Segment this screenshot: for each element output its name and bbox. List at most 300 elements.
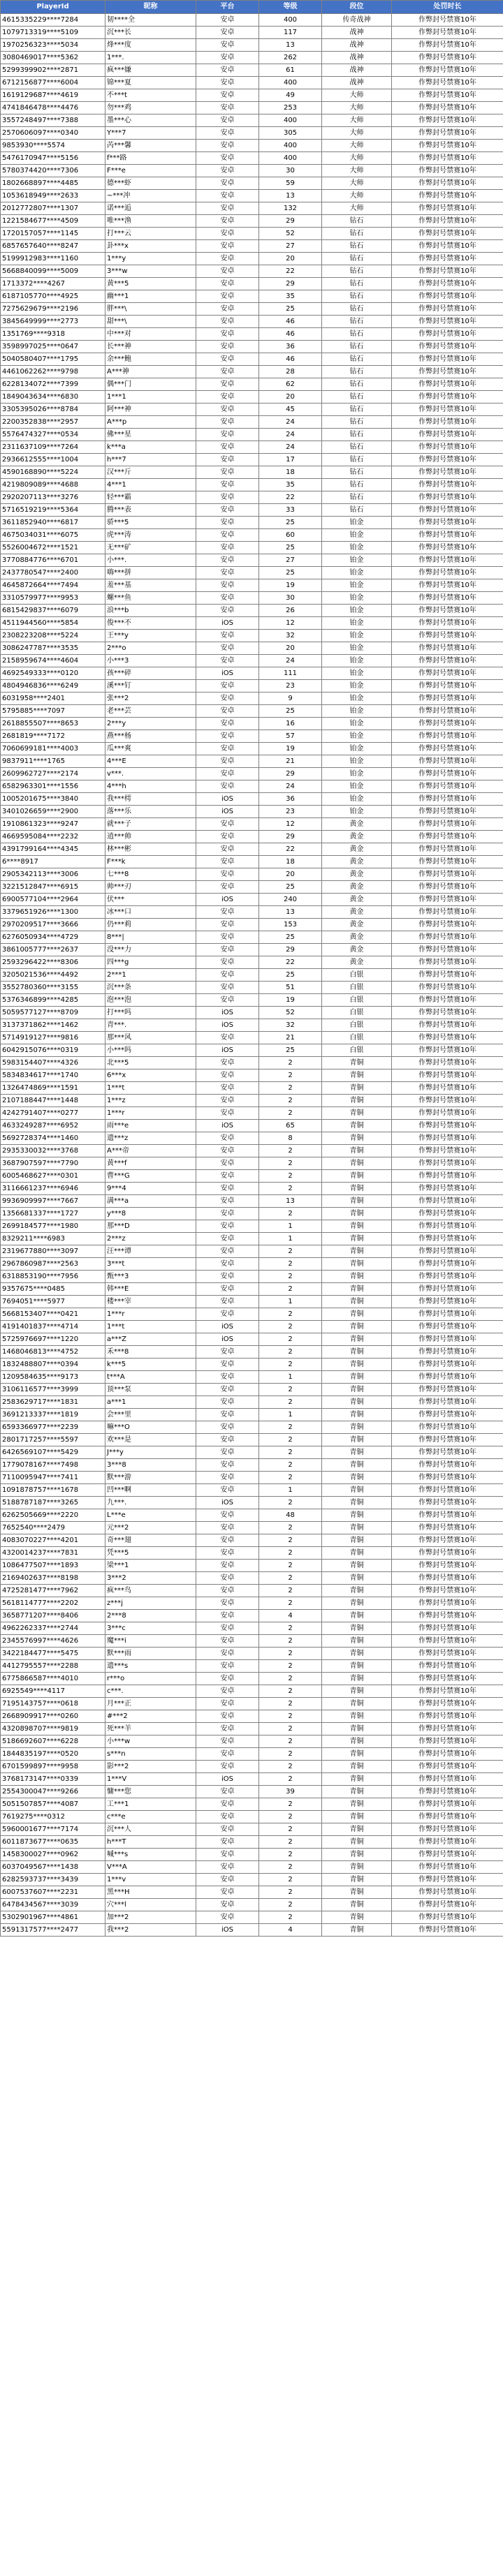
platform-cell: 安卓 [196,165,259,177]
table-row [1,868,503,881]
table-row [1,353,503,366]
player-id-cell: 3598997025****0647 [1,341,105,353]
nickname-cell: 汉***斤 [105,466,196,479]
level-cell: 16 [259,718,322,730]
penalty-cell: 作弊封号禁赛10年 [392,1735,503,1748]
player-id-cell: 1356681337****1727 [1,1208,105,1220]
player-id-cell: 5716519219****5364 [1,504,105,517]
nickname-cell: 顶***泵 [105,1384,196,1396]
table-row [1,429,503,441]
table-row [1,466,503,479]
table-row [1,77,503,89]
nickname-cell: 甜***\ [105,316,196,328]
penalty-cell: 作弊封号禁赛10年 [392,429,503,441]
table-row [1,592,503,605]
player-id-cell: 5576474327****0534 [1,429,105,441]
player-id-cell: 2681819****7172 [1,730,105,743]
penalty-cell: 作弊封号禁赛10年 [392,705,503,718]
penalty-cell: 作弊封号禁赛10年 [392,630,503,642]
penalty-cell: 作弊封号禁赛10年 [392,1170,503,1183]
rank-cell: 青铜 [322,1786,392,1798]
level-cell: 18 [259,856,322,868]
nickname-cell: c***e [105,1811,196,1823]
nickname-cell: 韩***E [105,1283,196,1296]
nickname-cell: 中***对 [105,328,196,341]
player-id-cell: 3080469017****5362 [1,52,105,64]
player-id-cell: 3305395026****8784 [1,404,105,416]
nickname-cell: h***7 [105,454,196,466]
penalty-cell: 作弊封号禁赛10年 [392,165,503,177]
platform-cell: iOS [196,894,259,906]
player-id-cell: 5186692607****6228 [1,1735,105,1748]
penalty-cell: 作弊封号禁赛10年 [392,1384,503,1396]
level-cell: 2 [259,1547,322,1560]
level-cell: 2 [259,1446,322,1459]
rank-cell: 钻石 [322,316,392,328]
nickname-cell: 伏*** [105,894,196,906]
level-cell: 2 [259,1798,322,1811]
nickname-cell: 虎***涛 [105,529,196,542]
penalty-cell: 作弊封号禁赛10年 [392,1220,503,1233]
level-cell: 4 [259,1924,322,1937]
table-row [1,1509,503,1522]
rank-cell: 铂金 [322,592,392,605]
penalty-cell: 作弊封号禁赛10年 [392,730,503,743]
level-cell: 2 [259,1145,322,1157]
table-row [1,1522,503,1534]
platform-cell: 安卓 [196,579,259,592]
header-player-id: PlayerId [1,1,105,14]
platform-cell: iOS [196,806,259,818]
player-id-cell: 1713372****4267 [1,278,105,290]
table-row [1,1233,503,1245]
nickname-cell: 3***2 [105,1572,196,1585]
platform-cell: iOS [196,1321,259,1333]
nickname-cell: 我***樗 [105,793,196,806]
level-cell: 62 [259,378,322,391]
level-cell: 2 [259,1849,322,1861]
nickname-cell: 楼***宰 [105,1296,196,1308]
player-id-cell: 3845649999****2773 [1,316,105,328]
level-cell: 2 [259,1208,322,1220]
rank-cell: 钻石 [322,328,392,341]
rank-cell: 钻石 [322,341,392,353]
level-cell: 49 [259,89,322,102]
table-row [1,202,503,215]
nickname-cell: 凹***啊 [105,1484,196,1497]
level-cell: 400 [259,140,322,152]
penalty-cell: 作弊封号禁赛10年 [392,956,503,969]
table-row [1,856,503,868]
level-cell: 25 [259,1044,322,1057]
level-cell: 29 [259,944,322,956]
level-cell: 24 [259,416,322,429]
rank-cell: 青铜 [322,1271,392,1283]
player-id-cell: 9837911****1765 [1,755,105,768]
nickname-cell: 长***神 [105,341,196,353]
penalty-cell: 作弊封号禁赛10年 [392,504,503,517]
level-cell: 28 [259,366,322,378]
platform-cell: 安卓 [196,1057,259,1069]
nickname-cell: 月***正 [105,1698,196,1710]
table-row [1,1258,503,1271]
penalty-cell: 作弊封号禁赛10年 [392,1798,503,1811]
rank-cell: 黄金 [322,818,392,831]
rank-cell: 青铜 [322,1233,392,1245]
player-id-cell: 4219809089****4688 [1,479,105,491]
rank-cell: 钻石 [322,479,392,491]
player-id-cell: 5692728374****1460 [1,1132,105,1145]
player-id-cell: 3422184477****5475 [1,1648,105,1660]
player-id-cell: 5983154407****4326 [1,1057,105,1069]
platform-cell: 安卓 [196,755,259,768]
level-cell: 29 [259,278,322,290]
player-id-cell: 2905342113****3006 [1,868,105,881]
platform-cell: 安卓 [196,956,259,969]
level-cell: 24 [259,441,322,454]
table-row [1,1346,503,1359]
player-id-cell: 2169402637****8198 [1,1572,105,1585]
platform-cell: 安卓 [196,1823,259,1836]
penalty-cell: 作弊封号禁赛10年 [392,290,503,303]
platform-cell: 安卓 [196,341,259,353]
rank-cell: 青铜 [322,1371,392,1384]
table-row [1,1459,503,1472]
nickname-cell: 遗***z [105,1132,196,1145]
platform-cell: 安卓 [196,554,259,567]
nickname-cell: a***1 [105,1396,196,1409]
table-row [1,1673,503,1685]
rank-cell: 钻石 [322,391,392,404]
level-cell: 400 [259,14,322,27]
rank-cell: 青铜 [322,1585,392,1597]
nickname-cell: 林***彬 [105,843,196,856]
rank-cell: 青铜 [322,1220,392,1233]
platform-cell: 安卓 [196,1384,259,1396]
table-row [1,1597,503,1610]
penalty-cell: 作弊封号禁赛10年 [392,1346,503,1359]
table-row [1,1572,503,1585]
level-cell: 26 [259,605,322,617]
level-cell: 30 [259,165,322,177]
table-row [1,1786,503,1798]
platform-cell: 安卓 [196,780,259,793]
rank-cell: 钻石 [322,429,392,441]
nickname-cell: 孩***碎 [105,667,196,680]
nickname-cell: 加***2 [105,1911,196,1924]
rank-cell: 青铜 [322,1660,392,1673]
penalty-cell: 作弊封号禁赛10年 [392,919,503,931]
level-cell: 13 [259,39,322,52]
player-id-cell: 6031958****2401 [1,693,105,705]
player-id-cell: 1720157057****1145 [1,228,105,240]
platform-cell: 安卓 [196,1107,259,1120]
table-row [1,1434,503,1446]
penalty-cell: 作弊封号禁赛10年 [392,755,503,768]
platform-cell: 安卓 [196,1157,259,1170]
nickname-cell: k***a [105,441,196,454]
player-id-cell: 3106116577****3999 [1,1384,105,1396]
nickname-cell: 余***鲍 [105,353,196,366]
level-cell: 111 [259,667,322,680]
player-id-cell: 2308223208****5224 [1,630,105,642]
level-cell: 23 [259,806,322,818]
platform-cell: 安卓 [196,680,259,693]
table-row [1,680,503,693]
penalty-cell: 作弊封号禁赛10年 [392,27,503,39]
player-id-cell: 4461062262****9798 [1,366,105,378]
player-id-cell: 3691213337****1819 [1,1409,105,1421]
rank-cell: 铂金 [322,793,392,806]
penalty-cell: 作弊封号禁赛10年 [392,416,503,429]
platform-cell: 安卓 [196,1421,259,1434]
platform-cell: 安卓 [196,1195,259,1208]
level-cell: 18 [259,466,322,479]
platform-cell: 安卓 [196,1208,259,1220]
rank-cell: 青铜 [322,1346,392,1359]
table-row [1,1861,503,1874]
nickname-cell: 泡***泡 [105,994,196,1007]
level-cell: 2 [259,1899,322,1911]
player-id-cell: 6228134072****7399 [1,378,105,391]
platform-cell: 安卓 [196,944,259,956]
level-cell: 2 [259,1333,322,1346]
rank-cell: 青铜 [322,1635,392,1648]
player-id-cell: 1779078167****7498 [1,1459,105,1472]
rank-cell: 大师 [322,152,392,165]
nickname-cell: 汪***谭 [105,1245,196,1258]
table-row [1,743,503,755]
platform-cell: 安卓 [196,1271,259,1283]
player-id-cell: 4191401837****4714 [1,1321,105,1333]
nickname-cell: 疯***鸟 [105,1585,196,1597]
rank-cell: 青铜 [322,1547,392,1560]
player-id-cell: 4412795557****2288 [1,1660,105,1673]
level-cell: 2 [259,1271,322,1283]
nickname-cell: 凭***5 [105,1547,196,1560]
table-row [1,818,503,831]
table-row [1,793,503,806]
nickname-cell: 浪***b [105,605,196,617]
penalty-cell: 作弊封号禁赛10年 [392,1421,503,1434]
rank-cell: 大师 [322,190,392,202]
rank-cell: 青铜 [322,1459,392,1472]
player-id-cell: 2319677880****3097 [1,1245,105,1258]
nickname-cell: V***A [105,1861,196,1874]
table-row [1,378,503,391]
level-cell: 2 [259,1886,322,1899]
nickname-cell: 王***y [105,630,196,642]
player-id-cell: 3310579977****9953 [1,592,105,605]
penalty-cell: 作弊封号禁赛10年 [392,77,503,89]
platform-cell: 安卓 [196,906,259,919]
penalty-cell: 作弊封号禁赛10年 [392,529,503,542]
level-cell: 20 [259,868,322,881]
rank-cell: 青铜 [322,1886,392,1899]
player-id-cell: 4741846478****4476 [1,102,105,114]
platform-cell: 安卓 [196,818,259,831]
table-row [1,1107,503,1120]
platform-cell: 安卓 [196,177,259,190]
table-row [1,1710,503,1723]
penalty-cell: 作弊封号禁赛10年 [392,868,503,881]
player-id-cell: 4804946836****6249 [1,680,105,693]
nickname-cell: 4***1 [105,479,196,491]
player-id-cell: 6011873677****0635 [1,1836,105,1849]
table-row [1,1798,503,1811]
rank-cell: 铂金 [322,743,392,755]
table-row [1,404,503,416]
rank-cell: 钻石 [322,404,392,416]
platform-cell: 安卓 [196,768,259,780]
level-cell: 22 [259,491,322,504]
nickname-cell: 默***雨 [105,1648,196,1660]
table-row [1,806,503,818]
rank-cell: 黄金 [322,881,392,894]
rank-cell: 钻石 [322,466,392,479]
player-id-cell: 4645872664****7494 [1,579,105,592]
penalty-cell: 作弊封号禁赛10年 [392,1308,503,1321]
player-id-cell: 6582963301****1556 [1,780,105,793]
level-cell: 19 [259,743,322,755]
level-cell: 2 [259,1421,322,1434]
nickname-cell: r***o [105,1673,196,1685]
table-row [1,1421,503,1434]
rank-cell: 钻石 [322,441,392,454]
platform-cell: 安卓 [196,1648,259,1660]
penalty-cell: 作弊封号禁赛10年 [392,353,503,366]
rank-cell: 铂金 [322,630,392,642]
table-row [1,705,503,718]
nickname-cell: 黑***H [105,1886,196,1899]
player-id-cell: 2593296422****8306 [1,956,105,969]
platform-cell: iOS [196,1044,259,1057]
table-row [1,491,503,504]
player-id-cell: 2668909917****0260 [1,1710,105,1723]
rank-cell: 白银 [322,994,392,1007]
player-id-cell: 2158959674****4604 [1,655,105,667]
penalty-cell: 作弊封号禁赛10年 [392,1849,503,1861]
table-row [1,755,503,768]
nickname-cell: 锦***夏 [105,77,196,89]
player-id-cell: 1079713319****5109 [1,27,105,39]
level-cell: 21 [259,1032,322,1044]
table-row [1,1371,503,1384]
platform-cell: 安卓 [196,969,259,982]
penalty-cell: 作弊封号禁赛10年 [392,1597,503,1610]
table-row [1,693,503,705]
player-id-cell: 2311637109****7264 [1,441,105,454]
rank-cell: 黄金 [322,956,392,969]
rank-cell: 青铜 [322,1723,392,1735]
penalty-cell: 作弊封号禁赛10年 [392,52,503,64]
level-cell: 2 [259,1748,322,1761]
rank-cell: 青铜 [322,1170,392,1183]
rank-cell: 钻石 [322,378,392,391]
penalty-cell: 作弊封号禁赛10年 [392,89,503,102]
table-row [1,278,503,290]
penalty-cell: 作弊封号禁赛10年 [392,982,503,994]
player-id-cell: 5059577127****8709 [1,1007,105,1019]
platform-cell: 安卓 [196,378,259,391]
table-row [1,1698,503,1710]
platform-cell: 安卓 [196,1798,259,1811]
platform-cell: 安卓 [196,705,259,718]
nickname-cell: A***帝 [105,1145,196,1157]
level-cell: 35 [259,479,322,491]
table-row [1,931,503,944]
platform-cell: 安卓 [196,1434,259,1446]
nickname-cell: z***j [105,1597,196,1610]
table-row [1,1359,503,1371]
nickname-cell: 魔***i [105,1635,196,1648]
platform-cell: 安卓 [196,1698,259,1710]
nickname-cell: 穴***l [105,1899,196,1911]
platform-cell: 安卓 [196,253,259,265]
platform-cell: 安卓 [196,1472,259,1484]
level-cell: 32 [259,1019,322,1032]
platform-cell: 安卓 [196,1547,259,1560]
nickname-cell: 小***吗 [105,1044,196,1057]
table-row [1,554,503,567]
nickname-cell: 偶***门 [105,378,196,391]
table-row [1,1208,503,1220]
penalty-cell: 作弊封号禁赛10年 [392,1183,503,1195]
nickname-cell: 沉***长 [105,27,196,39]
platform-cell: 安卓 [196,1446,259,1459]
platform-cell: 安卓 [196,491,259,504]
platform-cell: 安卓 [196,240,259,253]
penalty-cell: 作弊封号禁赛10年 [392,114,503,127]
nickname-cell: 疯***嫌 [105,64,196,77]
penalty-cell: 作弊封号禁赛10年 [392,215,503,228]
level-cell: 2 [259,1622,322,1635]
penalty-cell: 作弊封号禁赛10年 [392,177,503,190]
player-id-cell: 3687907597****7790 [1,1157,105,1170]
table-row [1,579,503,592]
table-row [1,1183,503,1195]
level-cell: 400 [259,114,322,127]
rank-cell: 青铜 [322,1107,392,1120]
table-row [1,1735,503,1748]
platform-cell: 安卓 [196,1258,259,1271]
table-row [1,969,503,982]
level-cell: 400 [259,77,322,89]
table-row [1,1811,503,1823]
level-cell: 2 [259,1685,322,1698]
rank-cell: 钻石 [322,290,392,303]
player-id-cell: 7652540****2479 [1,1522,105,1534]
player-id-cell: 4320898707****9819 [1,1723,105,1735]
table-row [1,831,503,843]
nickname-cell: f***路 [105,152,196,165]
penalty-cell: 作弊封号禁赛10年 [392,1396,503,1409]
level-cell: 2 [259,1635,322,1648]
level-cell: 2 [259,1522,322,1534]
table-row [1,780,503,793]
nickname-cell: 烽***度 [105,39,196,52]
penalty-cell: 作弊封号禁赛10年 [392,605,503,617]
player-id-cell: 7275629679****2196 [1,303,105,316]
penalty-cell: 作弊封号禁赛10年 [392,1648,503,1660]
level-cell: 2 [259,1660,322,1673]
platform-cell: 安卓 [196,1886,259,1899]
level-cell: 4 [259,1610,322,1622]
rank-cell: 钻石 [322,278,392,290]
player-id-cell: 3116661237****6946 [1,1183,105,1195]
platform-cell: 安卓 [196,353,259,366]
level-cell: 9 [259,693,322,705]
